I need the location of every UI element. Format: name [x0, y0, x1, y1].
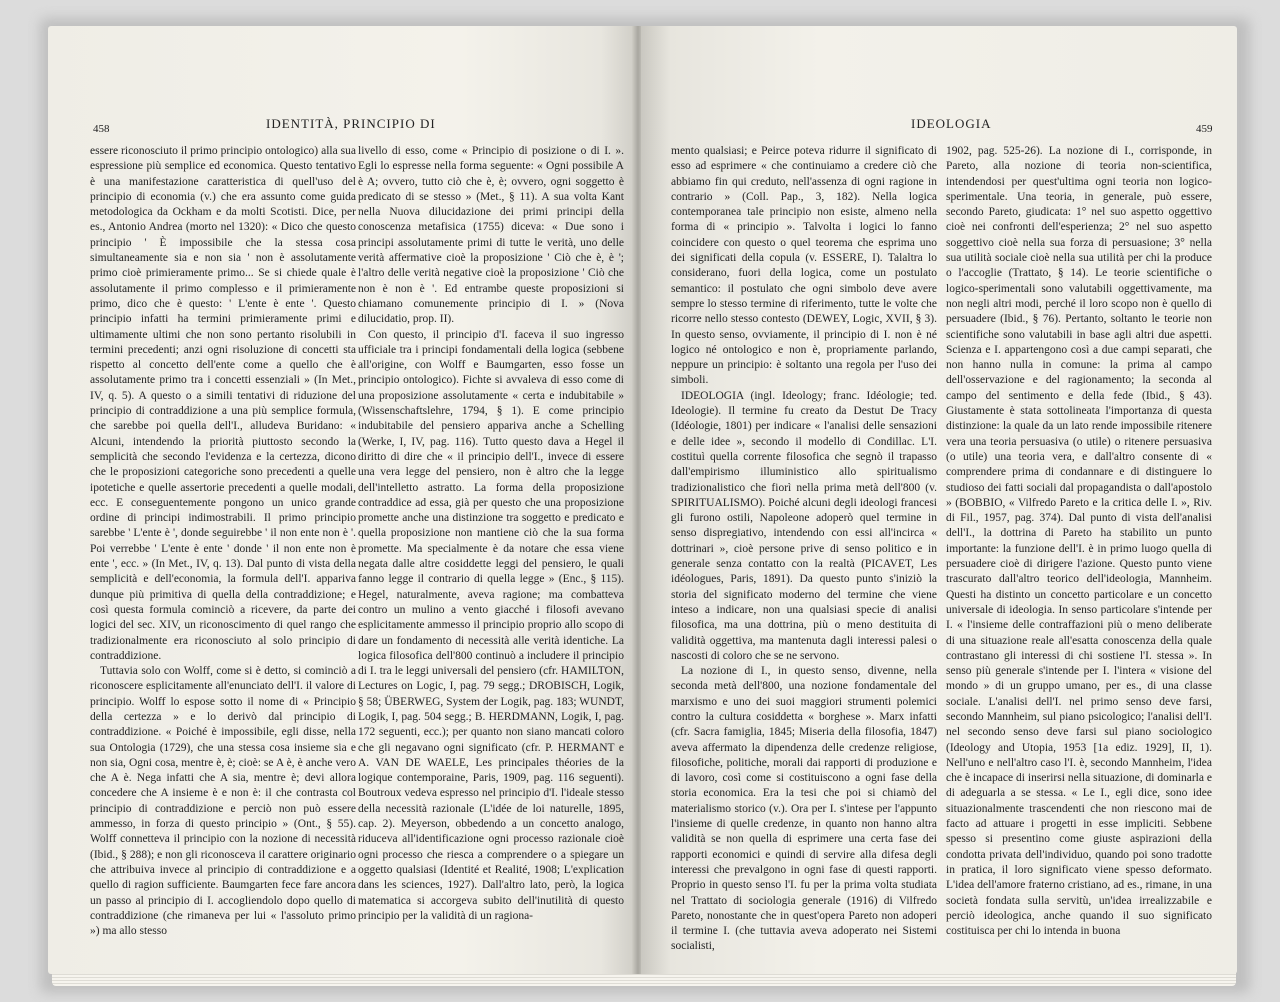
- right-column-1: [671, 144, 937, 953]
- paragraph: La nozione di I., in questo senso, divenne, nella seconda metà dell'800, una nozione fondamentale del marxismo e uno dei suoi maggiori strumenti polemici contro la cultura cosiddetta « borghese ». Marx infatti (cfr. Sacra famiglia, 1845; Miseria della filosofia, 1847) aveva affermato la dipendenza delle credenze religiose, filosofiche, politiche, morali dai rapporti di produzione e di lavoro, così come si costituiscono a ogni fase della storia economica. Era la tesi che poi si chiamò del materialismo storico (v.). Ora per I. s'intese per l'appunto l'insieme di quelle credenze, in quanto non hanno altra validità se non quella di esprimere una certa fase dei rapporti economici e quindi di servire alla difesa degli interessi che prevalgono in ogni fase di questi rapporti. Proprio in questo senso l'I. fu per la prima volta studiata nel Trattato di sociologia generale (1916) di Vilfredo Pareto, nonostante che in quest'opera Pareto non adoperi il termine I. (che tuttavia aveva adoperato nei Sistemi socialisti,: [671, 665, 937, 953]
- paragraph: mento qualsiasi; e Peirce poteva ridurre il significato di esso ad esprimere « che continuiamo a credere ciò che abbiamo fin qui creduto, nell'assenza di ogni ragione in contrario » (Coll. Pap., 3, 182). Nella logica contemporanea tale principio non esiste, almeno nella forma di « principio ». Talvolta i logici lo fanno coincidere con questo o quel teorema che esprima uno dei significati della copula (v. ESSERE, I). Talaltra lo considerano, fuori della logica, come un postulato semantico: il postulato che ogni simbolo deve avere sempre lo stesso termine di riferimento, tutte le volte che ricorre nello stesso contesto (DEWEY, Logic, XVII, § 3). In questo senso, ovviamente, il principio di I. non è né logico né ontologico e non è, propriamente parlando, neppure un principio: è soltanto una regola per l'uso dei simboli.: [671, 145, 937, 387]
- right-column-2: [946, 144, 1212, 938]
- right-page-number: 459: [1196, 123, 1213, 135]
- paragraph: essere riconosciuto il primo principio ontologico) alla sua espressione più semplice ed economica. Questo tentativo è una manifestazione caratteristica di quell'uso del principio di economia (v.) che era assunto come guida metodologica da Ockham e da molti Scotisti. Dice, per es., Antonio Andrea (morto nel 1320): « Dico che questo principio ' È impossibile che la stessa cosa simultaneamente sia e non sia ' non è assolutamente primo cioè primieramente primo... Se si chiede quale è assolutamente il primo complesso e il primieramente primo, dico che è questo: ' L'ente è ente '. Questo principio infatti ha termini primieramente primi e ultimamente ultimi che non sono pertanto risolubili in termini precedenti; anzi ogni risoluzione di concetti sta rispetto al concetto dell'ente come a quello che è assolutamente primo tra i concetti essenziali » (In Met., IV, q. 5). A questo o a simili tentativi di riduzione del principio di contraddizione a una più semplice formula, che sarebbe poi quella dell'I., alludeva Buridano: « Alcuni, intendendo la priorità piuttosto secondo la semplicità che secondo l'evidenza e la certezza, dicono che le proposizioni categoriche sono precedenti a quelle ipotetiche e quelle assertorie precedenti a quelle modali, ecc. E conseguentemente pongono un unico grande ordine di principi indimostrabili. Il primo principio sarebbe ' L'ente è ', donde seguirebbe ' il non ente non è '. Poi verrebbe ' L'ente è ente ' donde ' il non ente non è ente ', ecc. » (In Met., IV, q. 13). Dal punto di vista della semplicità e dell'economia, la formula dell'I. appariva dunque più primitiva di quella della contraddizione; e così questa formula cominciò a ricevere, da parte dei logici del sec. XIV, un riconoscimento di quel rango che tradizionalmente era riconosciuto al solo principio di contraddizione.: [90, 145, 356, 662]
- page-edges: [52, 972, 1236, 986]
- left-page-number: 458: [93, 123, 110, 135]
- paragraph: Tuttavia solo con Wolff, come si è detto, si cominciò a riconoscere esplicitamente all'enunciato dell'I. il valore di principio. Wolff lo espose sotto il nome di « Principio della certezza » e lo derivò dal principio di contraddizione. « Poiché è impossibile, egli disse, nella sua Ontologia (1729), che una stessa cosa insieme sia e non sia, Ogni cosa, mentre è, è; cioè: se A è, è anche vero che A è. Nega infatti che A sia, mentre è; devi allora concedere che A insieme è e non è: il che contrasta col principio di contraddizione e perciò non può essere ammesso, in forza di questo principio » (Ont., § 55). Wolff connetteva il principio con la nozione di necessità (Ibid., § 288); e non gli riconosceva il carattere originario che attribuiva invece al principio di contraddizione e a quello di ragion sufficiente. Baumgarten fece fare ancora un passo al principio di I. accogliendolo dopo quello di contraddizione (che rimaneva per lui « l'assoluto primo ») ma allo stesso: [90, 665, 356, 938]
- left-page: [48, 26, 636, 974]
- paragraph: 1902, pag. 525-26). La nozione di I., corrisponde, in Pareto, alla nozione di teoria non-scientifica, intendendosi per quest'ultima ogni teoria non logico-sperimentale. Una teoria, in generale, può essere, secondo Pareto, giudicata: 1° nel suo aspetto oggettivo cioè nei confronti dell'esperienza; 2° nel suo aspetto soggettivo cioè nella sua forza di persuasione; 3° nella sua utilità sociale cioè nella sua utilità per chi la produce o l'accoglie (Trattato, § 14). Le teorie scientifiche o logico-sperimentali sono valutabili oggettivamente, ma non negli altri modi, perché il loro scopo non è quello di persuadere (Ibid., § 76). Pertanto, soltanto le teorie non scientifiche sono valutabili in base agli altri due aspetti. Scienza e I. appartengono così a due campi separati, che non hanno nulla in comune: la prima al campo dell'osservazione e del ragionamento; la seconda al campo del sentimento e della fede (Ibid., § 43). Giustamente è stata sottolineata l'importanza di questa distinzione: la quale da un lato rende impossibile ritenere vera una teoria persuasiva (o utile) o ritenere persuasiva (o utile) una teoria vera, e dall'altro consente di « comprendere prima di condannare e di distinguere lo studioso dei fatti sociali dal propagandista o dall'apostolo » (BOBBIO, « Vilfredo Pareto e la critica delle I. », Riv. di Fil., 1957, pag. 374). Dal punto di vista dell'analisi dell'I., la dottrina di Pareto ha stabilito un punto importante: la funzione dell'I. è in primo luogo quella di persuadere cioè di dirigere l'azione. Questo punto viene trascurato dall'altro teorico dell'ideologia, Mannheim. Questi ha distinto un concetto particolare e un concetto universale di ideologia. In senso particolare s'intende per I. « l'insieme delle contraffazioni più o meno deliberate di una situazione reale all'esatta conoscenza della quale contrastano gli interessi di chi sostiene l'I. stessa ». In senso più generale s'intende per I. l'intera « visione del mondo » di un gruppo umano, per es., di una classe sociale. L'analisi dell'I. nel primo senso deve farsi, secondo Mannheim, sul piano psicologico; l'analisi dell'I. nel secondo senso deve farsi sul piano sociologico (Ideology and Utopia, 1953 [1a ediz. 1929], II, 1). Nell'uno e nell'altro caso l'I. è, secondo Mannheim, l'idea che è incapace di inserirsi nella situazione, di dominarla e di adeguarla a se stessa. « Le I., egli dice, sono idee situazionalmente trascendenti che non riescono mai de facto ad attuare i progetti in esse impliciti. Sebbene spesso si presentino come giuste aspirazioni della condotta privata dell'individuo, quando poi sono tradotte in pratica, il loro significato viene spesso deformato. L'idea dell'amore fraterno cristiano, ad es., rimane, in una società fondata sulla servitù, un'idea irrealizzabile e perciò ideologica, anche quando il suo significato costituisca per chi lo intenda in buona: [946, 145, 1212, 938]
- left-column-1: [90, 144, 356, 938]
- right-page: [641, 26, 1237, 974]
- paragraph: Con questo, il principio d'I. faceva il suo ingresso ufficiale tra i principi fondamentali della logica (sebbene all'origine, con Wolff e Baumgarten, esso fosse un principio ontologico). Fichte si avvaleva di esso come di una proposizione assolutamente « certa e indubitabile » (Wissenschaftslehre, 1794, § 1). E come principio indubitabile del pensiero appariva anche a Schelling (Werke, I, IV, pag. 116). Tutto questo dava a Hegel il diritto di dire che « il principio dell'I., invece di essere una vera legge del pensiero, non è altro che la legge dell'intelletto astratto. La forma della proposizione contraddice ad essa, già per questo che una proposizione promette anche una distinzione tra soggetto e predicato e quella proposizione non mantiene ciò che la sua forma promette. Ma specialmente è da notare che essa viene negata dalle altre cosiddette leggi del pensiero, le quali fanno legge il contrario di quella legge » (Enc., § 115). Hegel, naturalmente, aveva ragione; ma combatteva contro un mulino a vento giacché i filosofi avevano esplicitamente ammesso il principio proprio allo scopo di dare un fondamento di necessità alle verità identiche. La logica filosofica dell'800 continuò a includere il principio di I. tra le leggi universali del pensiero (cfr. HAMILTON, Lectures on Logic, I, pag. 79 segg.; DROBISCH, Logik, § 58; ÜBERWEG, System der Logik, pag. 183; WUNDT, Logik, I, pag. 504 segg.; B. HERDMANN, Logik, I, pag. 172 seguenti, ecc.); per quanto non siano mancati coloro che gli negavano ogni significato (cfr. P. HERMANT e A. VAN DE WAELE, Les principales théories de la logique contemporaine, Paris, 1909, pag. 116 seguenti). Boutroux vedeva espresso nel principio d'I. l'ideale stesso della necessità razionale (L'idée de loi naturelle, 1895, cap. 2). Meyerson, obbedendo a un concetto analogo, riduceva all'identificazione ogni processo razionale cioè ogni processo che riesca a comprendere o a spiegare un oggetto qualsiasi (Identité et Realité, 1908; L'explication dans les sciences, 1927). Dall'altro lato, però, la logica matematica si accorgeva subito dell'inutilità di questo principio per la validità di un ragiona-: [358, 328, 624, 922]
- left-running-head: IDENTITÀ, PRINCIPIO DI: [266, 116, 436, 131]
- left-column-2: [358, 144, 624, 924]
- dictionary-entry: IDEOLOGIA (ingl. Ideology; franc. Idéologie; ted. Ideologie). Il termine fu creato da Destut De Tracy (Idéologie, 1801) per indicare « l'analisi delle sensazioni e delle idee », secondo il modello di Condillac. L'I. costituì quella corrente filosofica che segnò il trapasso dall'empirismo illuministico allo spiritualismo tradizionalistico che fiorì nella prima metà dell'800 (v. SPIRITUALISMO). Poiché alcuni degli ideologi francesi gli furono ostili, Napoleone adoperò quel termine in senso dispregiativo, intendendo con essi all'incirca « dottrinari », cioè persone prive di senso politico e in generale senza contatto con la realtà (PICAVET, Les idéologues, Paris, 1891). Da questo punto s'iniziò la storia del significato moderno del termine che viene inteso a indicare, non una qualsiasi specie di analisi filosofica, ma una dottrina, più o meno destituita di validità oggettiva, ma mantenuta dagli interessi palesi o nascosti di coloro che se ne servono.: [671, 389, 937, 662]
- paragraph: livello di esso, come « Principio di posizione o di I. ». Egli lo espresse nella forma seguente: « Ogni possibile A è A; ovvero, tutto ciò che è, è; ovvero, ogni soggetto è predicato di se stesso » (Met., § 11). A sua volta Kant nella Nuova dilucidazione dei primi principi della conoscenza metafisica (1755) diceva: « Due sono i principi assolutamente primi di tutte le verità, uno delle verità affermative cioè la proposizione ' Ciò che è, è '; l'altro delle verità negative cioè la proposizione ' Ciò che non è non è '. Ed entrambe queste proposizioni si chiamano comunemente principio di I. » (Nova dilucidatio, prop. II).: [358, 145, 624, 326]
- right-running-head: IDEOLOGIA: [911, 116, 992, 131]
